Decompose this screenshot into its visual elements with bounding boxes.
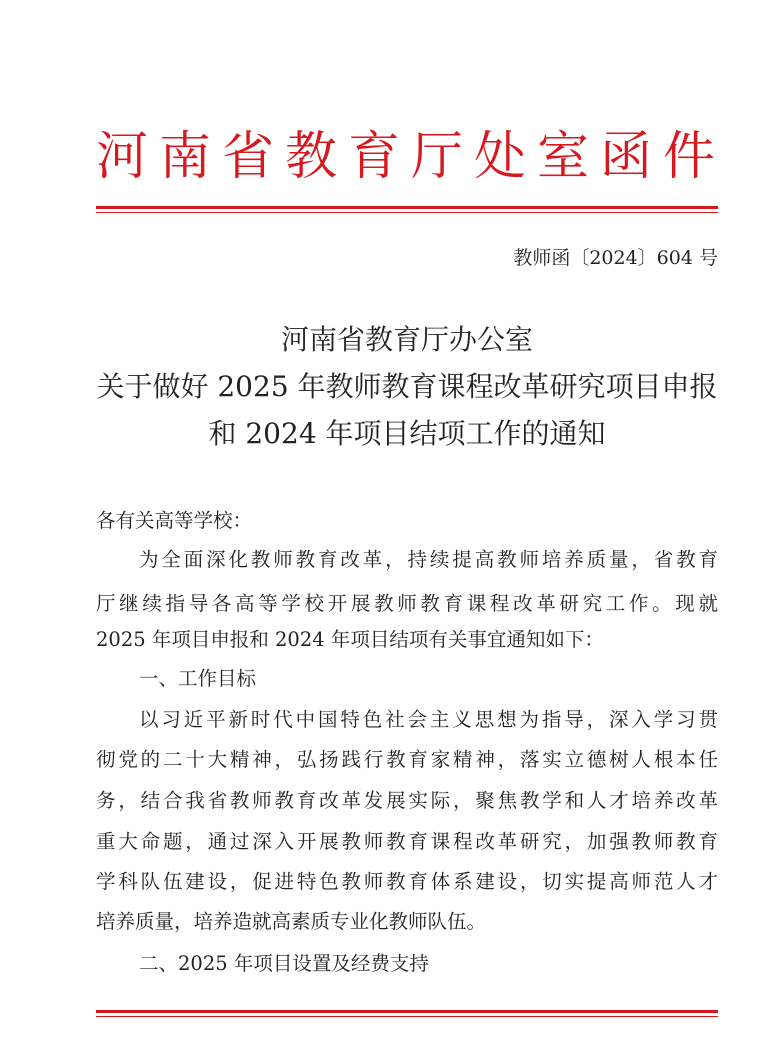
paragraph-line: 务，结合我省教师教育改革发展实际，聚焦教学和人才培养改革 (96, 789, 718, 812)
paragraph-line: 学科队伍建设，促进特色教师教育体系建设，切实提高师范人才 (96, 870, 718, 893)
paragraph-line: 2025 年项目申报和 2024 年项目结项有关事宜通知如下： (96, 628, 604, 651)
document-number: 教师函〔2024〕604 号 (513, 247, 718, 269)
title-line-2: 关于做好 2025 年教师教育课程改革研究项目申报 (96, 370, 718, 403)
masthead-divider-thin (96, 212, 718, 213)
paragraph-line: 培养质量，培养造就高素质专业化教师队伍。 (96, 910, 487, 933)
section-heading-1: 一、工作目标 (139, 667, 257, 690)
footer-divider-thin (96, 1016, 718, 1017)
masthead-title: 河南省教育厅处室函件 (96, 127, 727, 187)
paragraph-line: 重大命题，通过深入开展教师教育课程改革研究，加强教师教育 (96, 830, 718, 853)
paragraph-line: 以习近平新时代中国特色社会主义思想为指导，深入学习贯 (139, 708, 718, 731)
salutation: 各有关高等学校： (96, 509, 253, 532)
paragraph-line: 为全面深化教师教育改革，持续提高教师培养质量，省教育 (139, 548, 718, 571)
masthead-divider-thick (96, 206, 718, 209)
paragraph-line: 厅继续指导各高等学校开展教师教育课程改革研究工作。现就 (96, 592, 718, 615)
section-heading-2: 二、2025 年项目设置及经费支持 (139, 952, 429, 975)
title-line-3: 和 2024 年项目结项工作的通知 (208, 417, 606, 450)
footer-divider-thick (96, 1010, 718, 1013)
paragraph-line: 彻党的二十大精神，弘扬践行教育家精神，落实立德树人根本任 (96, 748, 718, 771)
title-line-1: 河南省教育厅办公室 (280, 323, 533, 356)
